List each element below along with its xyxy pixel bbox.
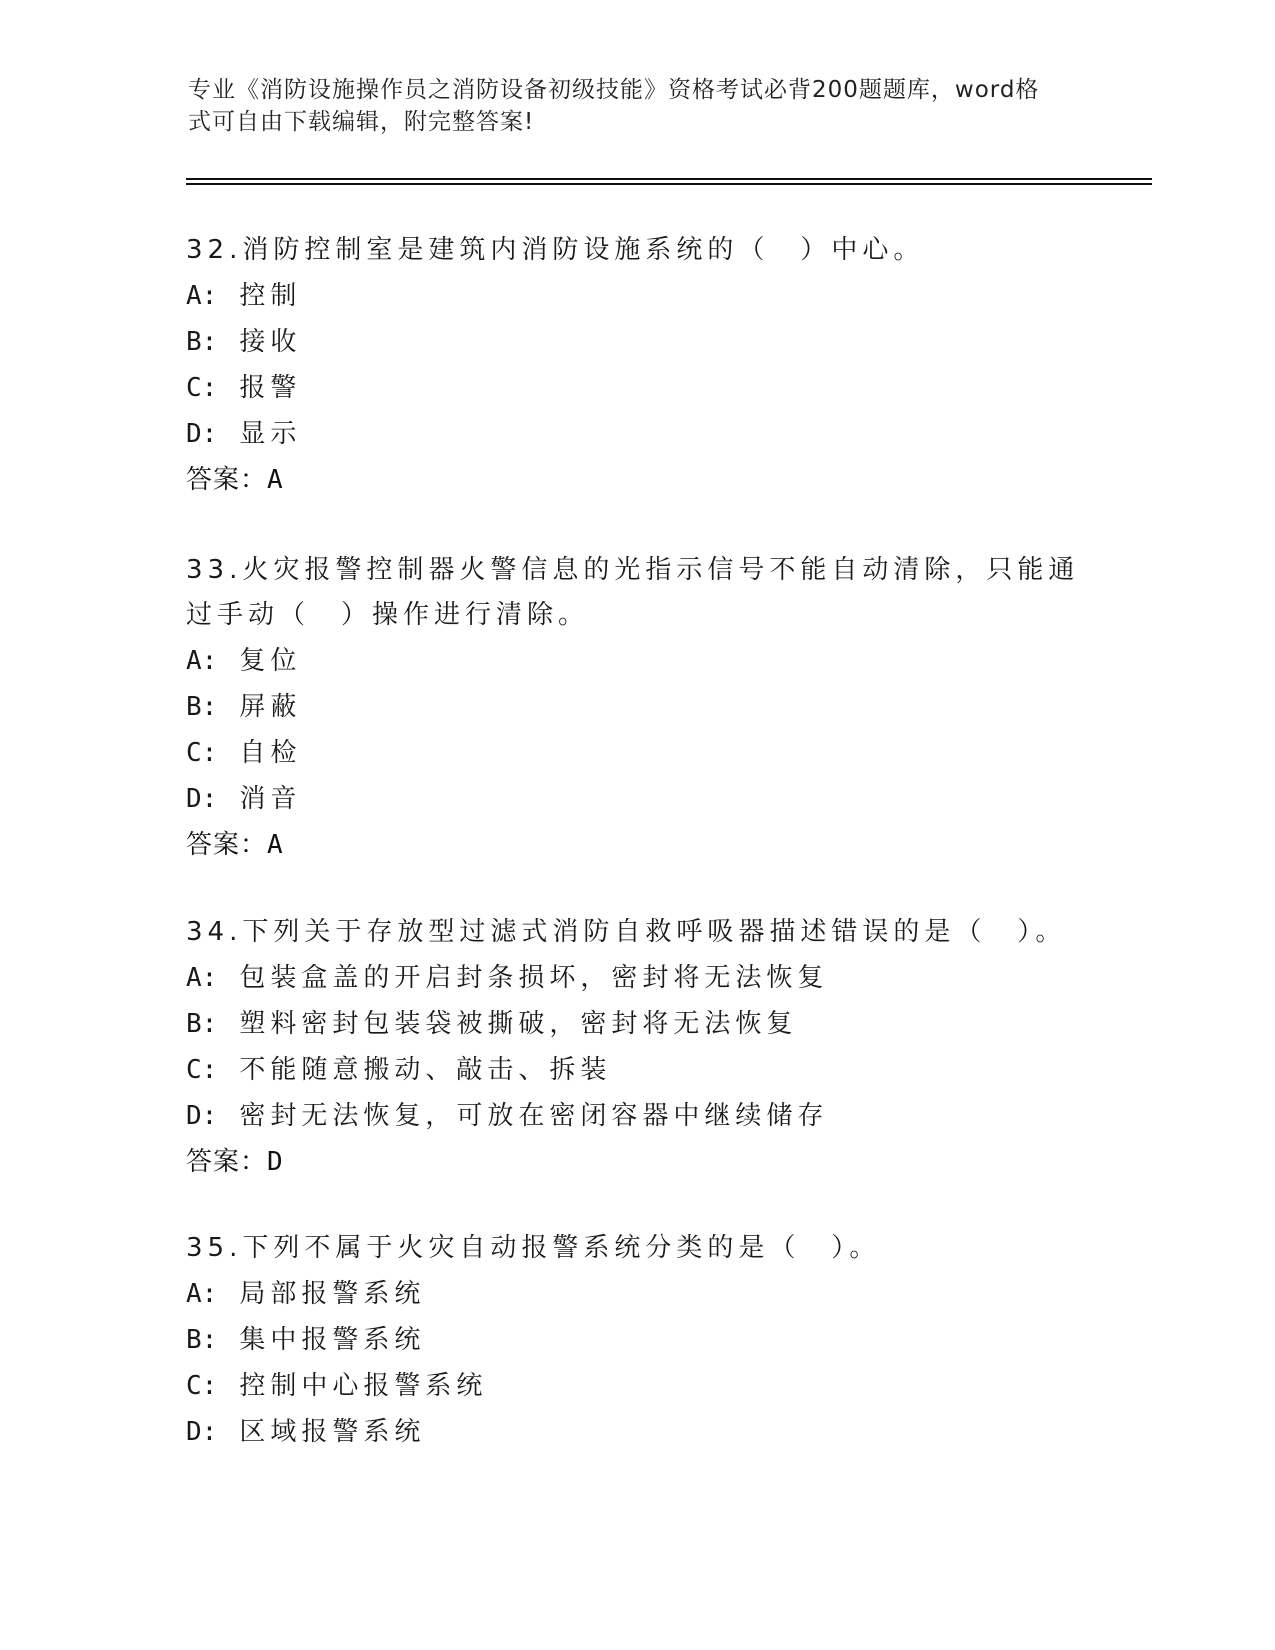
option-d bbox=[186, 1093, 1086, 1139]
header-line-1: 专业《消防设施操作员之消防设备初级技能》资格考试必背200题题库，word格 bbox=[188, 77, 1040, 103]
header-divider-bottom bbox=[186, 183, 1152, 185]
option-text: 控制 bbox=[239, 281, 302, 311]
option-key: D: bbox=[186, 1101, 218, 1131]
option-key: D: bbox=[186, 784, 218, 814]
option-b bbox=[186, 1317, 1086, 1363]
answer-value: D bbox=[267, 1147, 284, 1177]
answer bbox=[186, 457, 1086, 503]
option-a bbox=[186, 638, 1086, 684]
option-text: 复位 bbox=[239, 646, 302, 676]
header-divider-top bbox=[186, 178, 1152, 180]
option-key: B: bbox=[186, 1325, 218, 1355]
option-key: B: bbox=[186, 692, 218, 722]
option-c bbox=[186, 1363, 1086, 1409]
option-text: 集中报警系统 bbox=[239, 1325, 426, 1355]
option-key: D: bbox=[186, 1417, 218, 1447]
option-text: 密封无法恢复，可放在密闭容器中继续储存 bbox=[239, 1101, 829, 1131]
option-text: 不能随意搬动、敲击、拆装 bbox=[239, 1055, 612, 1085]
option-text: 消音 bbox=[239, 784, 302, 814]
option-text: 显示 bbox=[239, 419, 302, 449]
option-a bbox=[186, 955, 1086, 1001]
option-d bbox=[186, 1409, 1086, 1455]
option-a bbox=[186, 1271, 1086, 1317]
answer bbox=[186, 822, 1086, 868]
option-c bbox=[186, 730, 1086, 776]
option-key: C: bbox=[186, 1371, 218, 1401]
option-text: 局部报警系统 bbox=[239, 1279, 426, 1309]
option-text: 区域报警系统 bbox=[239, 1417, 426, 1447]
option-key: B: bbox=[186, 327, 218, 357]
question-34 bbox=[186, 910, 1086, 1185]
question-stem: 34.下列关于存放型过滤式消防自救呼吸器描述错误的是（ ）。 bbox=[186, 917, 1067, 947]
option-c bbox=[186, 1047, 1086, 1093]
option-d bbox=[186, 411, 1086, 457]
answer-label: 答案： bbox=[186, 1147, 268, 1177]
question-stem: 32.消防控制室是建筑内消防设施系统的（ ）中心。 bbox=[186, 235, 925, 265]
option-key: C: bbox=[186, 738, 218, 768]
answer-label: 答案： bbox=[186, 465, 268, 495]
option-d bbox=[186, 776, 1086, 822]
option-b bbox=[186, 319, 1086, 365]
answer bbox=[186, 1139, 1086, 1185]
option-c bbox=[186, 365, 1086, 411]
option-text: 包装盒盖的开启封条损坏，密封将无法恢复 bbox=[239, 963, 829, 993]
option-text: 塑料密封包装袋被撕破，密封将无法恢复 bbox=[239, 1009, 798, 1039]
question-32 bbox=[186, 228, 1086, 503]
option-text: 屏蔽 bbox=[239, 692, 302, 722]
option-key: A: bbox=[186, 281, 218, 311]
question-stem: 33.火灾报警控制器火警信息的光指示信号不能自动清除，只能通过手动（ ）操作进行清除。 bbox=[186, 555, 1080, 630]
option-text: 自检 bbox=[239, 738, 302, 768]
question-35 bbox=[186, 1226, 1086, 1455]
option-text: 报警 bbox=[239, 373, 302, 403]
option-a bbox=[186, 273, 1086, 319]
option-key: A: bbox=[186, 963, 218, 993]
option-key: A: bbox=[186, 1279, 218, 1309]
option-b bbox=[186, 684, 1086, 730]
question-stem: 35.下列不属于火灾自动报警系统分类的是（ ）。 bbox=[186, 1233, 881, 1263]
option-key: B: bbox=[186, 1009, 218, 1039]
option-key: A: bbox=[186, 646, 218, 676]
document-header bbox=[188, 74, 1068, 138]
answer-value: A bbox=[267, 830, 284, 860]
option-key: D: bbox=[186, 419, 218, 449]
answer-value: A bbox=[267, 465, 284, 495]
option-text: 控制中心报警系统 bbox=[239, 1371, 488, 1401]
header-line-2: 式可自由下载编辑，附完整答案! bbox=[188, 109, 535, 135]
answer-label: 答案： bbox=[186, 830, 268, 860]
option-text: 接收 bbox=[239, 327, 302, 357]
option-key: C: bbox=[186, 1055, 218, 1085]
option-key: C: bbox=[186, 373, 218, 403]
question-33 bbox=[186, 548, 1086, 868]
option-b bbox=[186, 1001, 1086, 1047]
